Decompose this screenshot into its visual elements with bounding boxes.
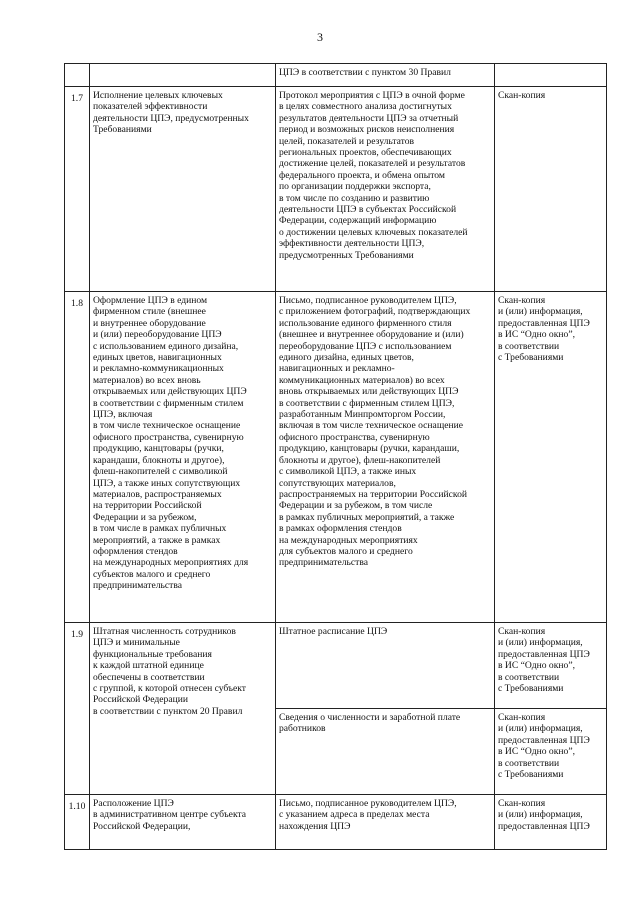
text-line: с Требованиями xyxy=(498,683,564,695)
text-line: для субъектов малого и среднего xyxy=(279,545,413,557)
text-line: в том числе техническое оснащение xyxy=(93,420,241,432)
text-line: Скан-копия xyxy=(498,712,546,723)
text-line: по организации поддержки экспорта, xyxy=(279,181,431,193)
text-line: материалов) во всех вновь xyxy=(93,374,201,386)
text-line: функциональные требования xyxy=(93,648,212,660)
text-line: вновь открываемых или действующих ЦПЭ xyxy=(279,386,459,398)
text-line: ЦПЭ, включая xyxy=(93,409,153,421)
text-line: показателей эффективности xyxy=(93,101,208,113)
text-line: в рамках публичных мероприятий, а также xyxy=(279,511,455,523)
text-line: Федерации и за рубежом, xyxy=(93,511,197,523)
cell-document xyxy=(276,623,495,709)
cell-document xyxy=(276,709,495,795)
text-line: предоставленная ЦПЭ xyxy=(498,734,590,746)
text-line: оформления стендов xyxy=(93,545,178,557)
text-line: с Требованиями xyxy=(498,769,564,781)
text-line: офисного пространства, сувенирную xyxy=(279,431,430,443)
text-line: нахождения ЦПЭ xyxy=(279,820,351,832)
cell-form xyxy=(495,623,607,709)
text-line: с символикой ЦПЭ, а также иных xyxy=(279,466,417,478)
text-line: навигационных и рекламно- xyxy=(279,363,395,375)
text-line: Письмо, подписанное руководителем ЦПЭ, xyxy=(279,295,457,306)
text-line: предоставленная ЦПЭ xyxy=(498,820,590,832)
text-line: работников xyxy=(279,723,326,735)
text-line: предоставленная ЦПЭ xyxy=(498,317,590,329)
text-line: Федерации, содержащий информацию xyxy=(279,215,437,227)
cell-form xyxy=(495,87,607,292)
cell-item xyxy=(90,64,276,87)
text-line: эффективности деятельности ЦПЭ, xyxy=(279,238,425,250)
text-line: с Требованиями xyxy=(498,352,564,364)
cell-item xyxy=(90,623,276,795)
text-line: и внутреннее оборудование xyxy=(93,317,206,329)
text-line: блокноты и другое), флеш-накопителей xyxy=(279,454,441,466)
text-line: и (или) информация, xyxy=(498,723,583,735)
text-line: с указанием адреса в пределах места xyxy=(279,809,430,821)
text-line: субъектов малого и среднего xyxy=(93,568,211,580)
text-line: Требованиями xyxy=(93,124,152,136)
text-line: на территории Российской xyxy=(93,500,202,512)
text-line: офисного пространства, сувенирную xyxy=(93,431,244,443)
text-line: результатов деятельности ЦПЭ за отчетный xyxy=(279,112,459,124)
text-line: период и возможных рисков неисполнения xyxy=(279,124,455,136)
text-line: о достижении целевых ключевых показателей xyxy=(279,226,468,238)
text-line: целей, показателей и результатов xyxy=(279,135,415,147)
table-row xyxy=(65,292,607,623)
text-line: в соответствии с фирменным стилем ЦПЭ, xyxy=(279,397,455,409)
text-line: к каждой штатной единице xyxy=(93,660,204,672)
text-line: в соответствии xyxy=(498,671,560,683)
cell-document xyxy=(276,292,495,623)
text-line: Сведения о численности и заработной плате xyxy=(279,712,461,723)
text-line: с приложением фотографий, подтверждающих xyxy=(279,306,471,318)
text-line: материалов, распространяемых xyxy=(93,488,222,500)
text-line: Оформление ЦПЭ в едином xyxy=(93,295,208,306)
text-line: и (или) информация, xyxy=(498,306,583,318)
text-line: в целях совместного анализа достигнутых xyxy=(279,101,452,113)
text-line: единых цветов, навигационных xyxy=(93,352,222,364)
requirements-table xyxy=(64,63,607,850)
cell-form xyxy=(495,795,607,850)
text-line: Штатная численность сотрудников xyxy=(93,626,236,637)
text-line: в ИС “Одно окно”, xyxy=(498,746,575,758)
text-line: переоборудование ЦПЭ с использованием xyxy=(279,340,452,352)
cell-document xyxy=(276,64,495,87)
text-line: Исполнение целевых ключевых xyxy=(93,90,223,101)
text-line: предусмотренных Требованиями xyxy=(279,249,414,261)
text-line: Штатное расписание ЦПЭ xyxy=(279,626,388,637)
text-line: распространяемых на территории Российской xyxy=(279,488,467,500)
table-row xyxy=(65,623,607,709)
cell-form xyxy=(495,292,607,623)
text-line: в ИС “Одно окно”, xyxy=(498,329,575,341)
cell-form xyxy=(495,709,607,795)
text-line: Протокол мероприятия с ЦПЭ в очной форме xyxy=(279,90,465,101)
text-line: Российской Федерации, xyxy=(93,820,191,832)
text-line: Скан-копия xyxy=(498,295,546,306)
cell-num xyxy=(65,64,90,87)
text-line: Федерации и за рубежом, в том числе xyxy=(279,500,433,512)
cell-num: 1.9 xyxy=(65,623,90,795)
cell-num: 1.8 xyxy=(65,292,90,623)
table-row xyxy=(65,87,607,292)
text-line: единого дизайна, единых цветов, xyxy=(279,352,414,364)
text-line: коммуникационных материалов) во всех xyxy=(279,374,445,386)
text-line: обеспечены в соответствии xyxy=(93,671,205,683)
text-line: использование единого фирменного стиля xyxy=(279,317,452,329)
page-number: 3 xyxy=(317,30,323,44)
table-row xyxy=(65,64,607,87)
text-line: и рекламно-коммуникационных xyxy=(93,363,224,375)
text-line: в рамках оформления стендов xyxy=(279,523,402,535)
text-line: Скан-копия xyxy=(498,90,546,101)
cell-item xyxy=(90,292,276,623)
text-line: на международных мероприятиях xyxy=(279,534,418,546)
text-line: сопутствующих материалов, xyxy=(279,477,396,489)
text-line: (внешнее и внутреннее оборудование и (или) xyxy=(279,329,464,341)
text-line: продукцию, канцтовары (ручки, xyxy=(93,443,224,455)
text-line: с использованием единого дизайна, xyxy=(93,340,239,352)
cell-item xyxy=(90,795,276,850)
text-line: в ИС “Одно окно”, xyxy=(498,660,575,672)
text-line: карандаши, блокноты и другое), xyxy=(93,454,225,466)
text-line: в соответствии с фирменным стилем xyxy=(93,397,244,409)
text-line: фирменном стиле (внешнее xyxy=(93,306,206,318)
cell-num: 1.10 xyxy=(65,795,90,850)
text-line: продукцию, канцтовары (ручки, карандаши, xyxy=(279,443,460,455)
text-line: Скан-копия xyxy=(498,798,546,809)
text-line: и (или) информация, xyxy=(498,637,583,649)
text-line: и (или) переоборудование ЦПЭ xyxy=(93,329,222,341)
text-line: предпринимательства xyxy=(93,580,183,592)
text-line: в соответствии с пунктом 20 Правил xyxy=(93,705,243,717)
text-line: и (или) информация, xyxy=(498,809,583,821)
text-line: открываемых или действующих ЦПЭ xyxy=(93,386,247,398)
text-line: в том числе по созданию и развитию xyxy=(279,192,430,204)
text-line: в соответствии xyxy=(498,757,560,769)
text-line: мероприятий, а также в рамках xyxy=(93,534,221,546)
text-line: ЦПЭ в соответствии с пунктом 30 Правил xyxy=(279,67,451,78)
text-line: ЦПЭ и минимальные xyxy=(93,637,180,649)
cell-document xyxy=(276,87,495,292)
text-line: в том числе в рамках публичных xyxy=(93,523,227,535)
text-line: деятельности ЦПЭ в субъектах Российской xyxy=(279,204,457,216)
text-line: на международных мероприятиях для xyxy=(93,557,249,569)
text-line: включая в том числе техническое оснащение xyxy=(279,420,463,432)
text-line: Расположение ЦПЭ xyxy=(93,798,174,809)
cell-item xyxy=(90,87,276,292)
text-line: флеш-накопителей с символикой xyxy=(93,466,228,478)
text-line: предоставленная ЦПЭ xyxy=(498,648,590,660)
text-line: разработанным Минпромторгом России, xyxy=(279,409,446,421)
text-line: региональных проектов, обеспечивающих xyxy=(279,147,452,159)
text-line: достижение целей, показателей и результатов xyxy=(279,158,466,170)
cell-num: 1.7 xyxy=(65,87,90,292)
text-line: Скан-копия xyxy=(498,626,546,637)
text-line: с группой, к которой отнесен субъект xyxy=(93,683,246,695)
text-line: в административном центре субъекта xyxy=(93,809,247,821)
text-line: Письмо, подписанное руководителем ЦПЭ, xyxy=(279,798,457,809)
table-row xyxy=(65,795,607,850)
text-line: деятельности ЦПЭ, предусмотренных xyxy=(93,112,249,124)
text-line: Российской Федерации xyxy=(93,694,188,706)
text-line: федерального проекта, и обмена опытом xyxy=(279,169,445,181)
text-line: в соответствии xyxy=(498,340,560,352)
text-line: предпринимательства xyxy=(279,557,369,569)
cell-form xyxy=(495,64,607,87)
text-line: ЦПЭ, а также иных сопутствующих xyxy=(93,477,241,489)
cell-document xyxy=(276,795,495,850)
